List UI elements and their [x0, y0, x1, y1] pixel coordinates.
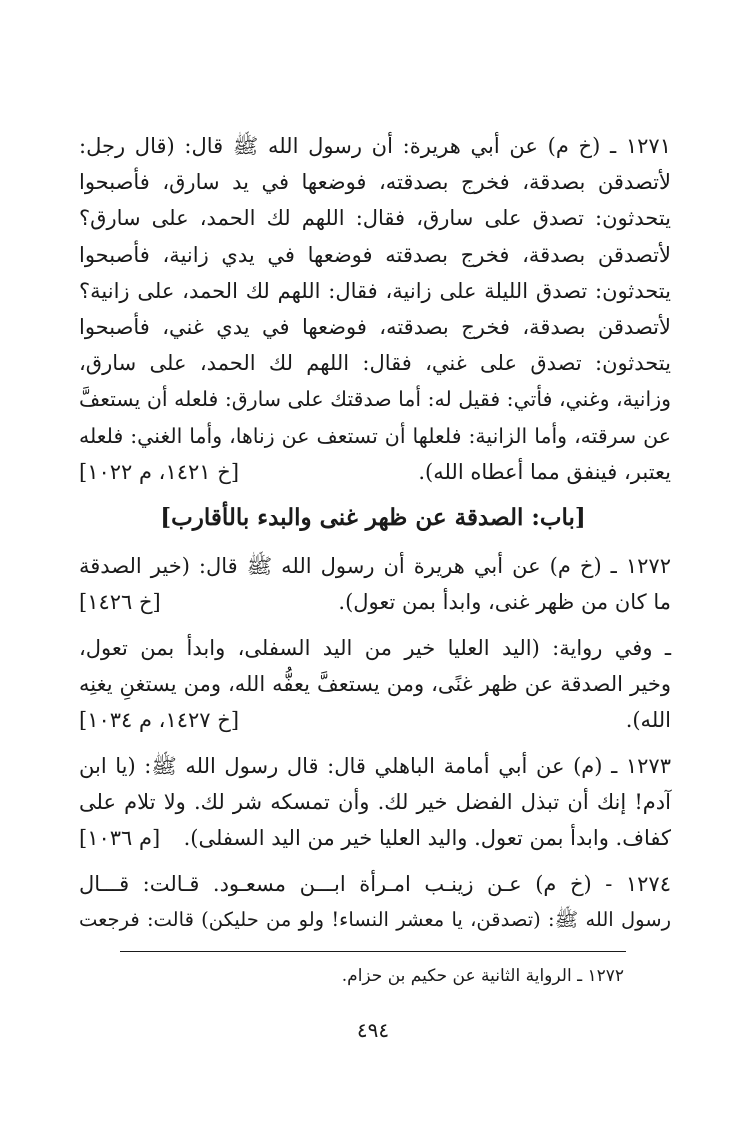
page-number: ٤٩٤ — [356, 1018, 390, 1042]
hadith-line: رسول الله ﷺ: (تصدقن، يا معشر النساء! ولو من حليكن) قالت: فرجعت — [79, 908, 671, 932]
hadith-last-line — [79, 702, 671, 738]
hadith-line: وزانية، وغني، فأتي: فقيل له: أما صدقتك على سارق: فلعله أن يستعفَّ — [79, 387, 671, 412]
hadith-line: ـ وفي رواية: (اليد العليا خير من اليد السفلى، وابدأ بمن تعول، — [79, 636, 671, 660]
hadith-line-text: يعتبر، فينفق مما أعطاه الله). — [418, 459, 671, 484]
hadith-line-text: ما كان من ظهر غنى، وابدأ بمن تعول). — [338, 590, 671, 615]
hadith-line: ١٢٧١ ـ (خ م) عن أبي هريرة: أن رسول الله ﷺ قال: (قال رجل: — [79, 134, 671, 158]
source-reference: [خ ١٤٢٦] — [79, 590, 161, 615]
hadith-line: يتحدثون: تصدق الليلة على زانية، فقال: اللهم لك الحمد، على زانية؟ — [79, 278, 671, 303]
hadith-line: ١٢٧٤ - (خ م) عـن زينـب امـرأة ابـــن مسعـود. قـالت: قـــال — [79, 872, 671, 896]
hadith-1273 — [79, 748, 671, 857]
hadith-line: لأتصدقن بصدقة، فخرج بصدقته، فوضعها في يدي غني، فأصبحوا — [79, 314, 671, 339]
hadith-1271 — [79, 128, 671, 490]
hadith-line: وخير الصدقة عن ظهر غنًى، ومن يستعفَّ يعفُّه الله، ومن يستغنِ يغنِه — [79, 672, 671, 697]
hadith-1272 — [79, 548, 671, 620]
hadith-line: آدم! إنك أن تبذل الفضل خير لك. وأن تمسكه شر لك. ولا تلام على — [79, 790, 671, 815]
hadith-line: لأتصدقن بصدقة، فخرج بصدقته فوضعها في يدي زانية، فأصبحوا — [79, 242, 671, 267]
hadith-last-line — [79, 584, 671, 620]
footnote: ١٢٧٢ ـ الرواية الثانية عن حكيم بن حزام. — [341, 966, 624, 986]
hadith-line: عن سرقته، وأما الزانية: فلعلها أن تستعف عن زناها، وأما الغني: فلعله — [79, 423, 671, 448]
hadith-line-text: كفاف. وابدأ بمن تعول. واليد العليا خير من اليد السفلى). — [183, 826, 671, 851]
hadith-1272-riwaya — [79, 630, 671, 739]
hadith-line: يتحدثون: تصدق على سارق، فقال: اللهم لك الحمد، على سارق؟ — [79, 206, 671, 231]
hadith-line: ١٢٧٣ ـ (م) عن أبي أمامة الباهلي قال: قال رسول الله ﷺ: (يا ابن — [79, 754, 671, 778]
hadith-line: يتحدثون: تصدق على غني، فقال: اللهم لك الحمد، على سارق، — [79, 351, 671, 376]
source-reference: [خ ١٤٢٧، م ١٠٣٤] — [79, 708, 240, 733]
chapter-heading: [باب: الصدقة عن ظهر غنى والبدء بالأقارب] — [160, 504, 586, 531]
footnote-separator — [120, 951, 626, 952]
hadith-last-line — [79, 454, 671, 490]
source-reference: [خ ١٤٢١، م ١٠٢٢] — [79, 459, 240, 484]
hadith-line: لأتصدقن بصدقة، فخرج بصدقته، فوضعها في يد سارق، فأصبحوا — [79, 170, 671, 195]
source-reference: [م ١٠٣٦] — [79, 826, 161, 851]
hadith-1274 — [79, 866, 671, 938]
hadith-last-line — [79, 820, 671, 856]
hadith-line-text: الله). — [625, 708, 671, 733]
hadith-line: ١٢٧٢ ـ (خ م) عن أبي هريرة أن رسول الله ﷺ قال: (خير الصدقة — [79, 554, 671, 578]
